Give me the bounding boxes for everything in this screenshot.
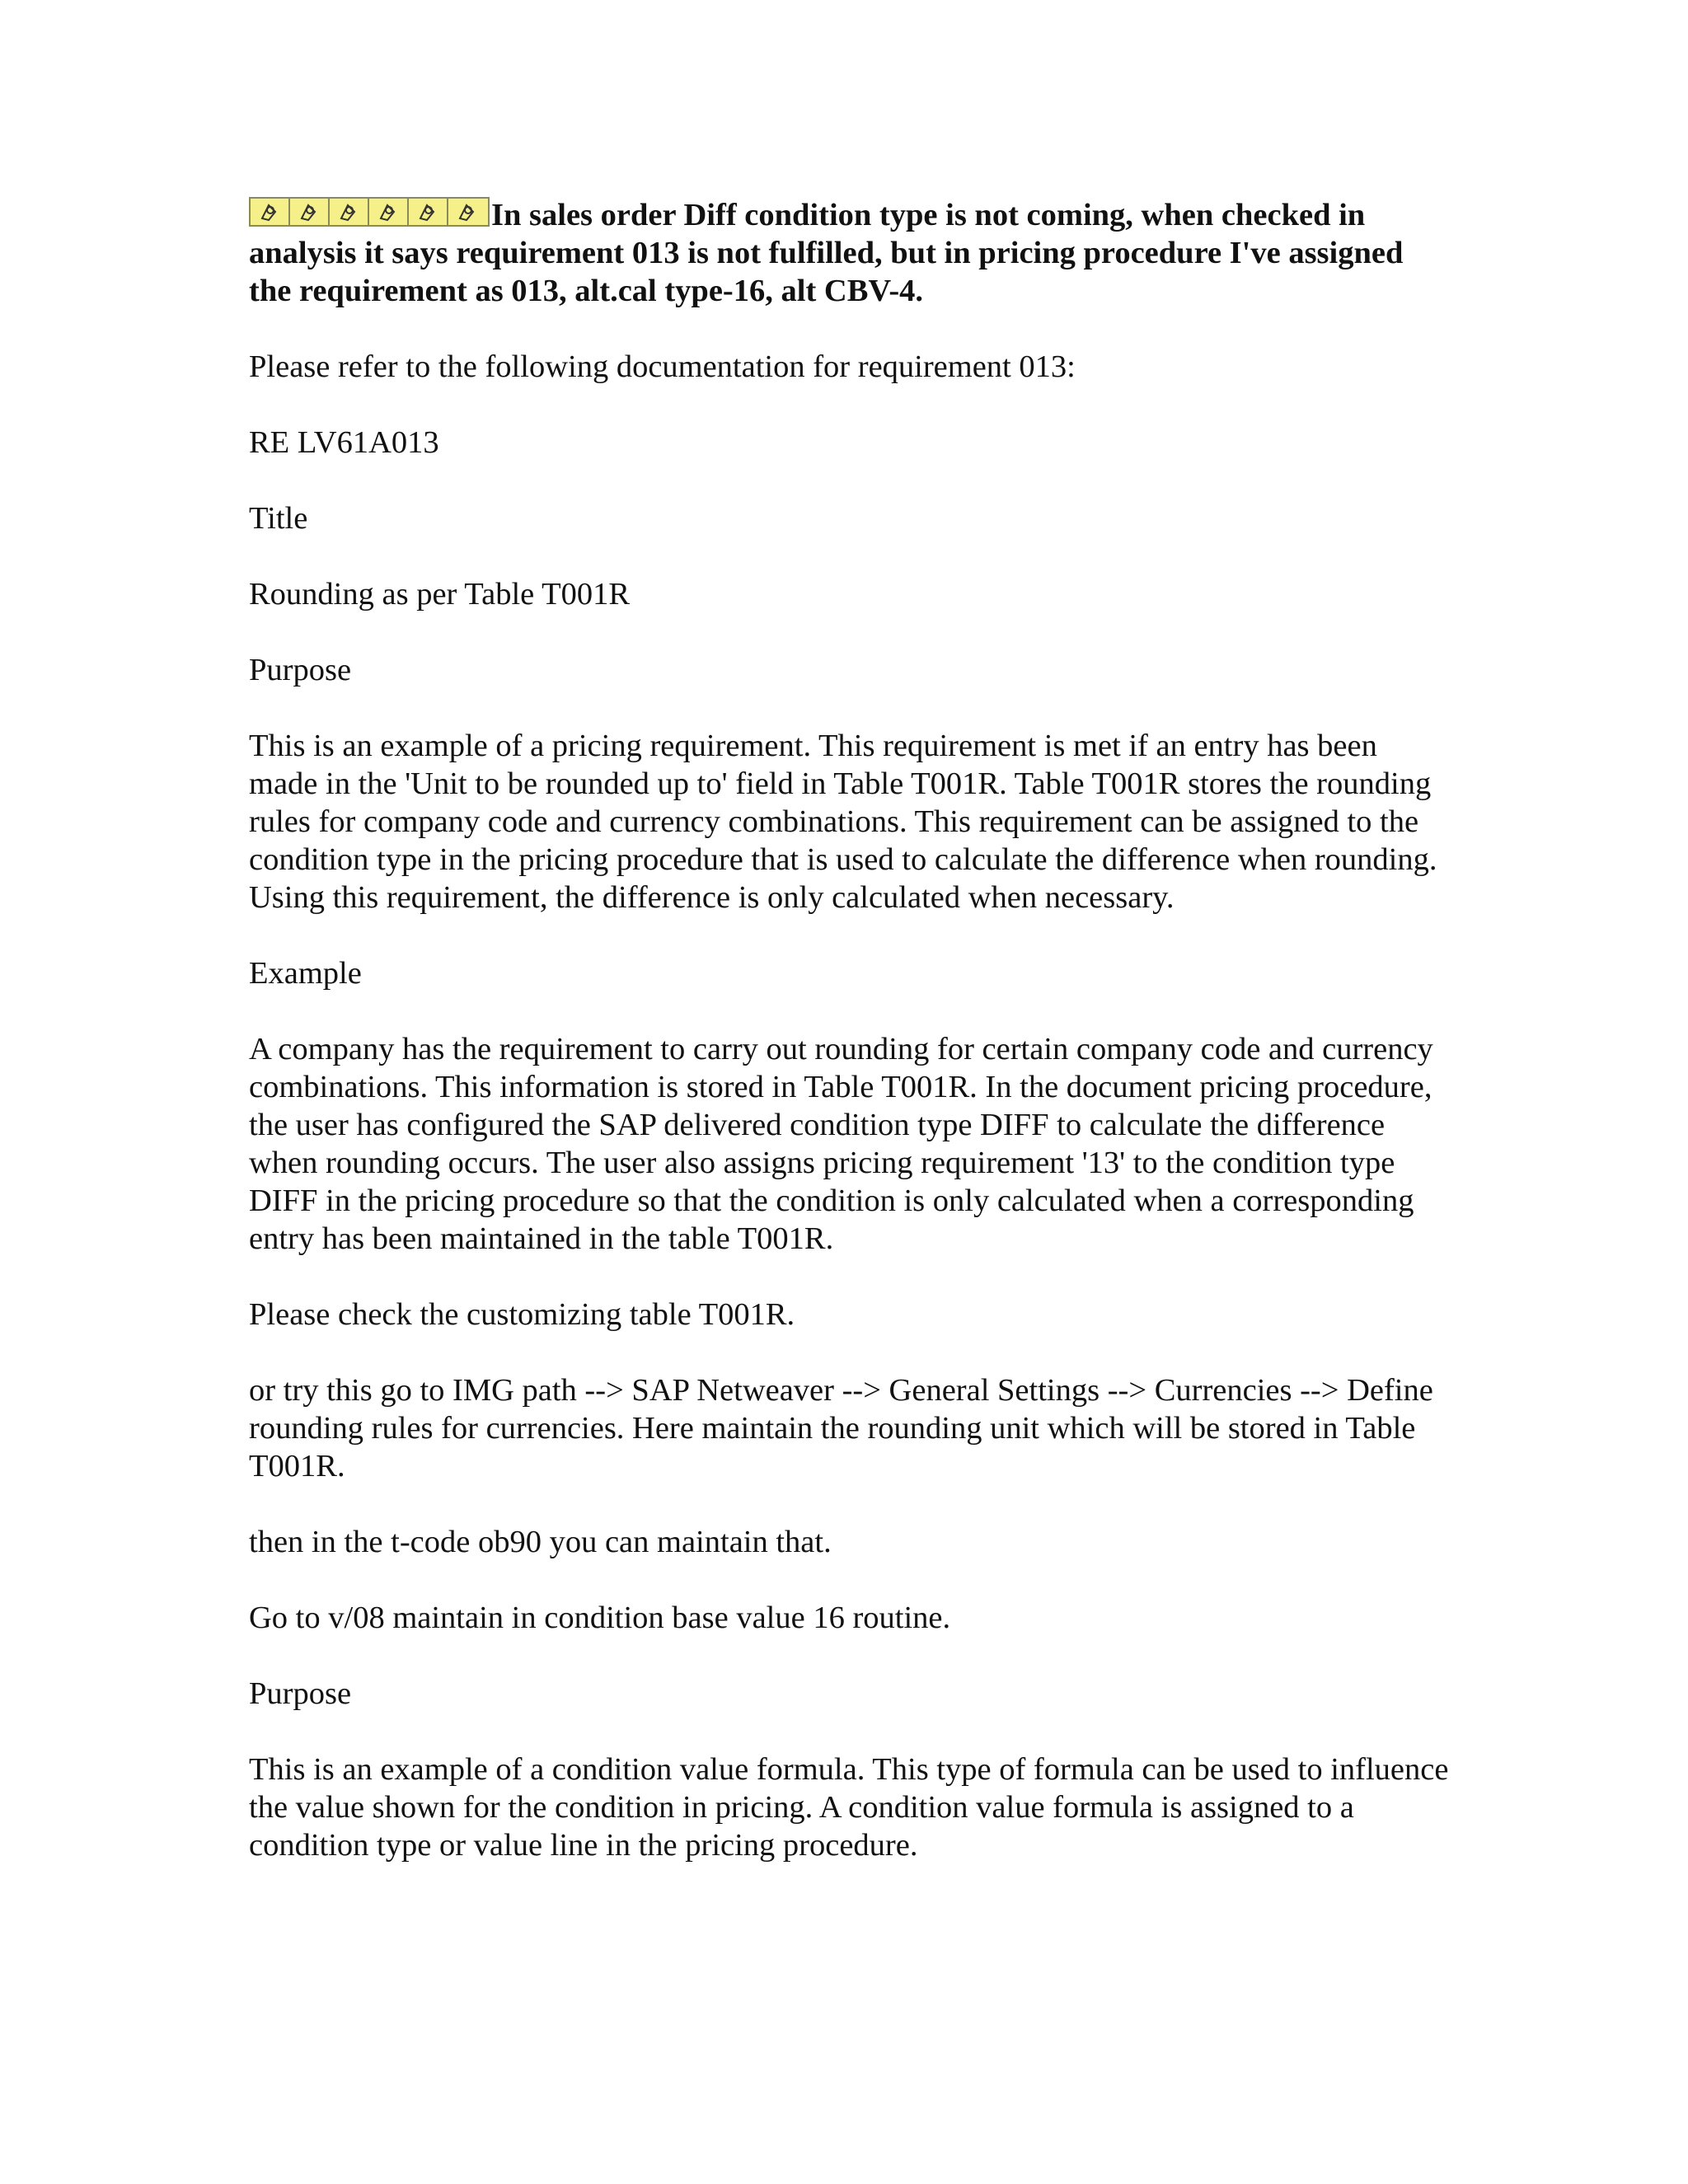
answer-tcode: then in the t-code ob90 you can maintain that. [249, 1525, 832, 1559]
rating-icon [251, 199, 290, 225]
rating-icon [448, 199, 488, 225]
section-label-example: Example [249, 956, 362, 991]
purpose-text-2: This is an example of a condition value formula. This type of formula can be used to influence the value shown for the condition in pricing. A condition value formula is assigned to a condition type or value line in the pricing procedure. [249, 1752, 1449, 1863]
requirement-id: RE LV61A013 [249, 425, 439, 460]
document-page [249, 196, 1452, 1864]
answer-check-table: Please check the customizing table T001R. [249, 1297, 795, 1332]
answer-v08: Go to v/08 maintain in condition base value 16 routine. [249, 1601, 951, 1635]
purpose-text: This is an example of a pricing requirement. This requirement is met if an entry has been made in the 'Unit to be rounded up to' field in Table T001R. Table T001R stores the rounding rules for company code and currency combinations. This requirement can be assigned to the condition type in the pricing procedure that is used to calculate the difference when rounding. Using this requirement, the difference is only calculated when necessary. [249, 729, 1437, 915]
example-text: A company has the requirement to carry out rounding for certain company code and currency combinations. This information is stored in Table T001R. In the document pricing procedure, the user has configured the SAP delivered condition type DIFF to calculate the difference when rounding occurs. The user also assigns pricing requirement '13' to the condition type DIFF in the pricing procedure so that the condition is only calculated when a corresponding entry has been maintained in the table T001R. [249, 1032, 1433, 1256]
doc-intro: Please refer to the following documentation for requirement 013: [249, 349, 1076, 384]
section-label-purpose: Purpose [249, 653, 352, 687]
answer-img-path: or try this go to IMG path --> SAP Netweaver --> General Settings --> Currencies --> Define rounding rules for currencies. Here maintain the rounding unit which will be stored in Table T001R. [249, 1373, 1433, 1483]
section-label-title: Title [249, 501, 308, 536]
rating-icon [290, 199, 330, 225]
section-label-purpose-2: Purpose [249, 1676, 352, 1711]
rating-icon [330, 199, 369, 225]
question-text: In sales order Diff condition type is not coming, when checked in analysis it says requirement 013 is not fulfilled, but in pricing procedure I've assigned the requirement as 013, alt.cal type-16, alt CBV-4. [249, 198, 1404, 308]
rating-icons [249, 197, 490, 227]
rating-icon [409, 199, 448, 225]
requirement-title: Rounding as per Table T001R [249, 577, 631, 612]
rating-icon [369, 199, 409, 225]
question-heading [249, 196, 1452, 310]
